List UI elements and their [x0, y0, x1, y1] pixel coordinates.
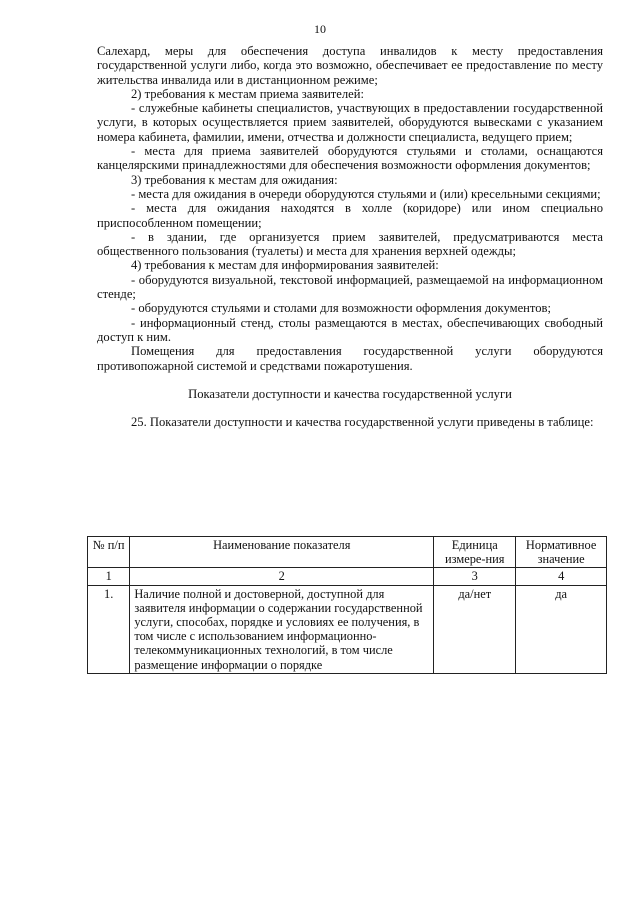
indicators-table [87, 536, 607, 674]
paragraph: - служебные кабинеты специалистов, участвующих в предоставлении государственной услуги, в которых осуществляется прием заявителей, оборудуются вывесками с указанием номера кабинета, фамилии, имени, отчества и должности специалиста, ведущего прием; [97, 101, 603, 144]
paragraph: Салехард, меры для обеспечения доступа инвалидов к месту предоставления государственной услуги либо, когда это возможно, обеспечивает ее предоставление по месту жительства инвалида или в дистанционном режиме; [97, 44, 603, 87]
document-body [97, 44, 603, 429]
page-number: 10 [314, 22, 326, 36]
paragraph: - оборудуются визуальной, текстовой информацией, размещаемой на информационном стенде; [97, 272, 603, 302]
column-number: 3 [434, 568, 516, 585]
paragraph: - оборудуются стульями и столами для возможности оформления документов; [131, 301, 551, 316]
header-name: Наименование показателя [130, 537, 434, 568]
row-num: 1. [88, 585, 130, 673]
section-heading: Показатели доступности и качества государственной услуги [188, 386, 512, 401]
paragraph: Помещения для предоставления государственной услуги оборудуются противопожарной системой и средствами пожаротушения. [97, 344, 603, 373]
paragraph: 4) требования к местам для информирования заявителей: [131, 258, 439, 273]
paragraph: - места для приема заявителей оборудуются стульями и столами, оснащаются канцелярскими принадлежностями для обеспечения возможности оформления документов; [97, 144, 603, 173]
intro-paragraph: 25. Показатели доступности и качества государственной услуги приведены в таблице: [131, 415, 594, 430]
column-number: 1 [88, 568, 130, 585]
paragraph: - места для ожидания находятся в холле (коридоре) или ином специально приспособленном помещении; [97, 201, 603, 230]
paragraph: - в здании, где организуется прием заявителей, предусматриваются места общественного пользования (туалеты) и места для хранения верхней одежды; [97, 229, 603, 259]
paragraph: 3) требования к местам для ожидания: [131, 172, 338, 187]
paragraph: - информационный стенд, столы размещаются в местах, обеспечивающих свободный доступ к ним. [97, 315, 603, 344]
row-norm: да [516, 585, 607, 673]
paragraph: 2) требования к местам приема заявителей: [131, 86, 365, 101]
column-number: 4 [516, 568, 607, 585]
table-row [88, 585, 607, 673]
row-unit: да/нет [434, 585, 516, 673]
header-num: № п/п [88, 537, 130, 568]
column-number: 2 [130, 568, 434, 585]
header-norm: Нормативное значение [516, 537, 607, 568]
column-number-row [88, 568, 607, 585]
header-unit: Единица измере-ния [434, 537, 516, 568]
table-header-row [88, 537, 607, 568]
row-name: Наличие полной и достоверной, доступной для заявителя информации о содержании государственной услуги, способах, порядке и условиях ее получения, в том числе с использованием информационно-телекоммуникационных технологий, в том числе размещение информации о порядке [130, 585, 434, 673]
paragraph: - места для ожидания в очереди оборудуются стульями и (или) кресельными секциями; [131, 186, 601, 201]
